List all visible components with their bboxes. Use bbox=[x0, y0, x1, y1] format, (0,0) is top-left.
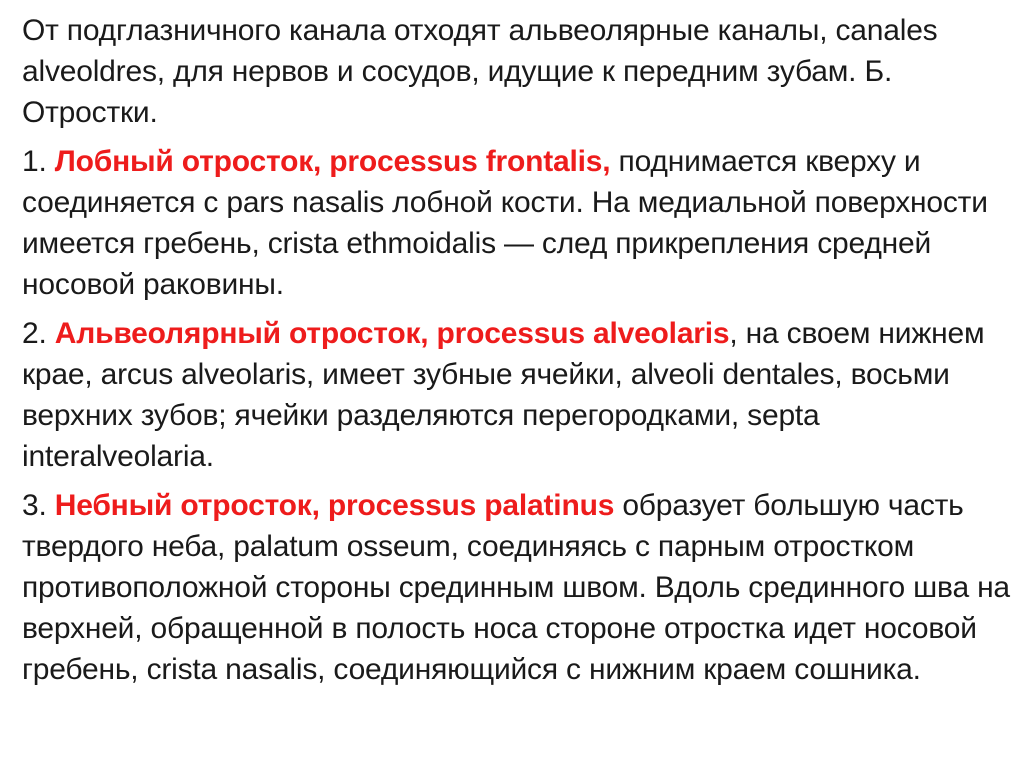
paragraph-text: От подглазничного канала отходят альвеолярные каналы, canales alveoldres, для нервов и сосудов, идущие к передним зубам. Б. Отростки. bbox=[22, 14, 938, 129]
term-alveolar-process: Альвеолярный отросток, processus alveolaris bbox=[54, 317, 730, 350]
paragraph-text: , на своем нижнем крае, arcus alveolaris, имеет зубные ячейки, alveoli dentales, восьми верхних зубов; ячейки разделяются перегородками, septa interalveolaria. bbox=[22, 317, 985, 473]
paragraph-text: образует большую часть твердого неба, palatum osseum, соединяясь с парным отростком противоположной стороны срединным швом. Вдоль срединного шва на верхней, обращенной в полость носа стороне отростка идет носовой гребень, crista nasalis, соединяющийся с нижним краем сошника. bbox=[22, 489, 1010, 686]
term-palatine-process: Небный отросток, processus palatinus bbox=[54, 489, 615, 522]
paragraph-number: 2. bbox=[22, 317, 55, 350]
term-frontal-process: Лобный отросток, processus frontalis, bbox=[54, 145, 611, 178]
slide-content bbox=[22, 10, 1012, 698]
paragraph-palatine-process bbox=[22, 485, 1012, 690]
paragraph-intro bbox=[22, 10, 1012, 133]
paragraph-text: поднимается кверху и соединяется с pars nasalis лобной кости. На медиальной поверхности имеется гребень, crista ethmoidalis — след прикрепления средней носовой раковины. bbox=[22, 145, 988, 301]
paragraph-alveolar-process bbox=[22, 313, 1012, 477]
paragraph-number: 3. bbox=[22, 489, 55, 522]
paragraph-number: 1. bbox=[22, 145, 55, 178]
paragraph-frontal-process bbox=[22, 141, 1012, 305]
